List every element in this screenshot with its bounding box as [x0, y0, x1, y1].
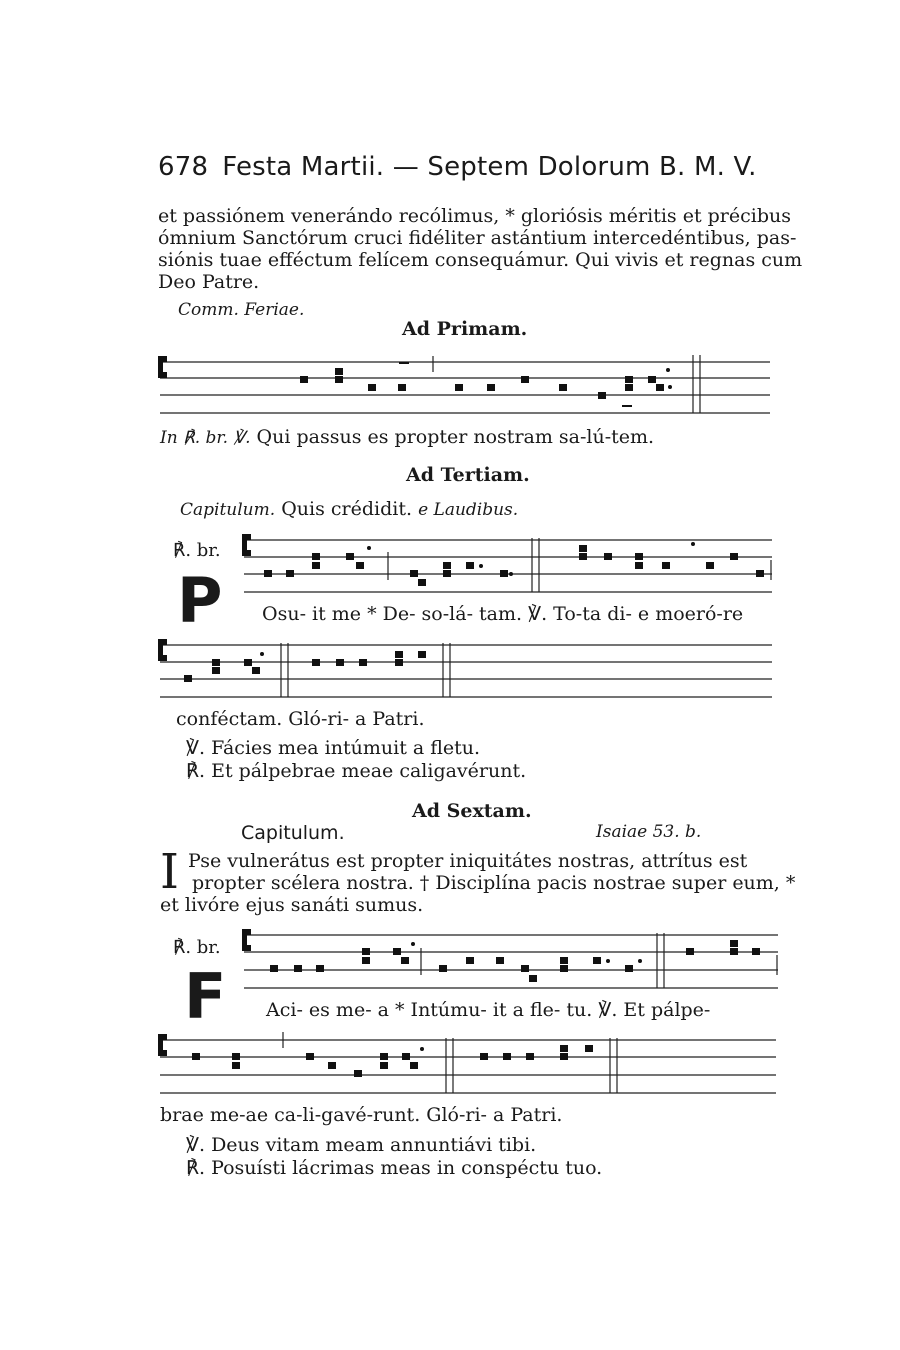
versicle: ℣. Fácies mea intúmuit a fletu.: [186, 737, 481, 759]
capitulum-line: Pse vulnerátus est propter iniquitátes nostras, attrítus est: [188, 850, 748, 872]
tertiam-lyrics-2: conféctam. Gló-ri- a Patri.: [176, 708, 425, 730]
ad-primam-heading: Ad Primam.: [402, 318, 528, 340]
capitulum-line: et livóre ejus sanáti sumus.: [160, 894, 424, 916]
text-line: ómnium Sanctórum cruci fidéliter astántium intercedéntibus, pas-: [158, 227, 797, 249]
lyric-text: Qui passus es propter nostram sa-lú-tem.: [256, 426, 655, 448]
capitulum-label: Capitulum.: [180, 500, 276, 520]
capitulum-line: propter scélera nostra. † Disciplína pacis nostrae super eum, *: [192, 872, 796, 894]
capitulum-reference: [180, 498, 518, 520]
text-line: Deo Patre.: [158, 271, 260, 293]
drop-cap: F: [184, 960, 227, 1033]
page-number: 678: [158, 152, 209, 182]
capitulum-label: Capitulum.: [241, 822, 345, 844]
drop-cap: I: [160, 844, 179, 900]
response: ℟. Et pálpebrae meae caligavérunt.: [186, 760, 527, 782]
capitulum-source: Isaiae 53. b.: [596, 822, 702, 842]
capitulum-text: Quis crédidit.: [281, 498, 413, 520]
responsory-brief-marker: In ℟. br. ℣.: [160, 428, 251, 448]
sextam-lyrics-2: brae me-ae ca-li-gavé-runt. Gló-ri- a Patri.: [160, 1104, 563, 1126]
ad-primam-lyrics: [160, 426, 654, 448]
ad-tertiam-heading: Ad Tertiam.: [406, 464, 530, 486]
text-line: siónis tuae efféctum felícem consequámur. Qui vivis et regnas cum: [158, 249, 803, 271]
drop-cap: P: [177, 564, 223, 637]
comm-feriae-note: Comm. Feriae.: [178, 300, 305, 320]
ad-sextam-heading: Ad Sextam.: [412, 800, 532, 822]
sextam-lyrics-1: Aci- es me- a * Intúmu- it a fle- tu. ℣. Et pálpe-: [266, 999, 711, 1021]
text-line: et passiónem venerándo recólimus, * gloriósis méritis et précibus: [158, 205, 791, 227]
capitulum-source: e Laudibus.: [418, 500, 519, 520]
responsory-label: ℟. br.: [173, 937, 221, 958]
responsory-label: ℟. br.: [173, 540, 221, 561]
tertiam-lyrics-1: Osu- it me * De- so-lá- tam. ℣. To-ta di- e moeró-re: [262, 603, 744, 625]
page-title: Festa Martii. — Septem Dolorum B. M. V.: [222, 152, 757, 182]
response: ℟. Posuísti lácrimas meas in conspéctu tuo.: [186, 1157, 603, 1179]
versicle: ℣. Deus vitam meam annuntiávi tibi.: [186, 1134, 537, 1156]
